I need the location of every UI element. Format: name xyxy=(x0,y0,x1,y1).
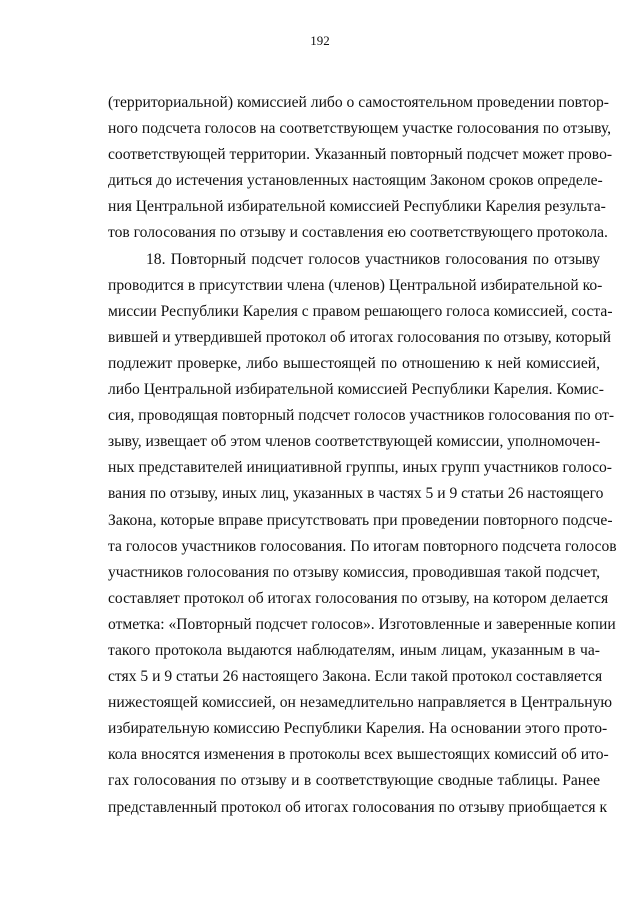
text-line: гах голосования по отзыву и в соответствующие сводные таблицы. Ранее xyxy=(108,772,600,790)
text-line: вившей и утвердившей протокол об итогах голосования по отзыву, который xyxy=(108,328,611,346)
text-line: ного подсчета голосов на соответствующем участке голосования по отзыву, xyxy=(108,120,612,138)
text-line: отметка: «Повторный подсчет голосов». Изготовленные и заверенные копии xyxy=(108,615,616,633)
text-line: представленный протокол об итогах голосования по отзыву приобщается к xyxy=(108,798,608,816)
page-number: 192 xyxy=(310,33,330,48)
text-line: составляет протокол об итогах голосования по отзыву, на котором делается xyxy=(108,589,609,607)
text-line: та голосов участников голосования. По итогам повторного подсчета голосов xyxy=(108,537,617,555)
text-line: участников голосования по отзыву комиссия, проводившая такой подсчет, xyxy=(108,563,600,581)
text-line: зыву, извещает об этом членов соответствующей комиссии, уполномочен- xyxy=(108,433,601,451)
text-line: такого протокола выдаются наблюдателям, иным лицам, указанным в ча- xyxy=(108,641,600,659)
text-line: 18. Повторный подсчет голосов участников голосования по отзыву xyxy=(146,250,600,268)
text-line: избирательную комиссию Республики Карелия. На основании этого прото- xyxy=(108,720,608,738)
text-line: стях 5 и 9 статьи 26 настоящего Закона. Если такой протокол составляется xyxy=(108,668,603,686)
text-line: сия, проводящая повторный подсчет голосов участников голосования по от- xyxy=(108,407,615,425)
text-line: ных представителей инициативной группы, иных групп участников голосо- xyxy=(108,459,612,477)
text-line: миссии Республики Карелия с правом решающего голоса комиссией, соста- xyxy=(108,302,613,320)
text-line: соответствующей территории. Указанный повторный подсчет может прово- xyxy=(108,146,613,164)
document-body xyxy=(108,90,617,821)
text-line: диться до истечения установленных настоящим Законом сроков определе- xyxy=(108,172,603,190)
text-line: вания по отзыву, иных лиц, указанных в частях 5 и 9 статьи 26 настоящего xyxy=(108,485,604,503)
text-line: нижестоящей комиссией, он незамедлительно направляется в Центральную xyxy=(108,694,613,712)
text-line: (территориальной) комиссией либо о самостоятельном проведении повтор- xyxy=(108,94,610,111)
text-line: ния Центральной избирательной комиссией Республики Карелия результа- xyxy=(108,198,606,216)
text-line: проводится в присутствии члена (членов) Центральной избирательной ко- xyxy=(108,276,603,294)
text-line: тов голосования по отзыву и составления ею соответствующего протокола. xyxy=(108,224,608,242)
text-line: Закона, которые вправе присутствовать при проведении повторного подсче- xyxy=(108,511,613,529)
text-line: кола вносятся изменения в протоколы всех вышестоящих комиссий об ито- xyxy=(108,746,609,764)
text-line: либо Центральной избирательной комиссией Республики Карелия. Комис- xyxy=(108,381,604,399)
text-line: подлежит проверке, либо вышестоящей по отношению к ней комиссией, xyxy=(108,354,600,372)
